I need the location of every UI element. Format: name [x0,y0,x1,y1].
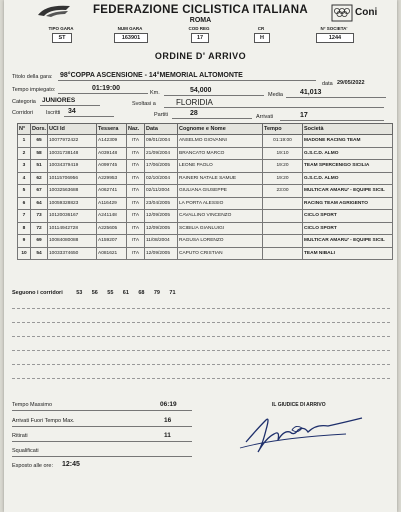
rider-time: 23:00 [263,185,303,198]
row-number: 9 [18,235,31,248]
document-sheet [4,0,397,512]
uci-id: 10114942728 [48,222,97,235]
iscritti-label: Iscritti [46,110,61,116]
following-number: 79 [153,290,160,296]
runners-label: Corridori [12,110,34,116]
following-label: Seguono i corridori [12,290,63,296]
rider-time: 19:10 [263,147,303,160]
place: FLORIDIA [176,98,213,107]
team-name: TEAM NIBALI [303,247,393,260]
table-row [18,235,393,248]
team-name: MULTICAR AMARU' - EQUIPE SICIL [303,235,393,248]
esposto-time: 12:45 [62,461,80,468]
birth-date: 17/06/2005 [145,160,178,173]
col-header: Tessera [97,124,127,135]
row-number: 7 [18,210,31,223]
following-number: 71 [169,290,176,296]
nationality: ITA [127,185,145,198]
rider-time [263,197,303,210]
rider-name: RAINERI NATALE SAMUE [178,172,263,185]
license-number: A039148 [97,147,127,160]
birth-date: 02/10/2004 [145,172,178,185]
bib-number: 72 [31,222,48,235]
km-label: Km. [150,90,160,96]
table-row [18,197,393,210]
box-cr: H [254,33,270,43]
bib-number: 67 [31,185,48,198]
box-label-cod-reg: COD REG [188,26,210,31]
date-label: data [322,81,333,87]
uci-id: 10084080088 [48,235,97,248]
nationality: ITA [127,235,145,248]
arrivati: 17 [300,112,308,119]
nationality: ITA [127,172,145,185]
uci-id: 10077972422 [48,135,97,148]
table-row [18,172,393,185]
iscritti: 34 [68,108,76,115]
rider-time [263,222,303,235]
rider-time [263,210,303,223]
col-header: UCI Id [48,124,97,135]
rider-time: 19:20 [263,172,303,185]
federation-title: FEDERAZIONE CICLISTICA ITALIANA [92,4,308,16]
rider-name: LEONE PAOLO [178,160,263,173]
race-label: Titolo della gara: [12,74,53,80]
table-row [18,210,393,223]
license-number: A241148 [97,210,127,223]
uci-id: 10033374650 [48,247,97,260]
rider-name: SCIBILIA GIANLUIGI [178,222,263,235]
birth-date: 12/09/2005 [145,210,178,223]
nationality: ITA [127,147,145,160]
media-label: Media [268,92,283,98]
nationality: ITA [127,222,145,235]
bib-number: 54 [31,247,48,260]
row-number: 6 [18,197,31,210]
bib-number: 64 [31,197,48,210]
squalificati-label: Squalificati [12,448,39,454]
bib-number: 58 [31,147,48,160]
birth-date: 11/08/2004 [145,235,178,248]
box-societa: 1244 [316,33,354,43]
table-row [18,160,393,173]
race-name: 98°COPPA ASCENSIONE - 14°MEMORIAL ALTOMONTE [60,72,243,79]
table-row [18,247,393,260]
race-km: 54,000 [190,87,212,94]
coni-logo [331,4,389,22]
rider-name: ANSELMO GIOVANNI [178,135,263,148]
bib-number: 62 [31,172,48,185]
box-label-num-gara: NUM GARA [117,26,143,31]
uci-id: 10115706956 [48,172,97,185]
birth-date: 23/04/2005 [145,197,178,210]
team-name: G.S.C.D. ALMO [303,147,393,160]
team-name: MADONE RACING TEAM [303,135,393,148]
bib-number: 69 [31,235,48,248]
birth-date: 21/09/2004 [145,147,178,160]
coni-label: Coni [355,7,378,18]
license-number: A099745 [97,160,127,173]
table-row [18,222,393,235]
bib-number: 51 [31,160,48,173]
following-number: 61 [122,290,129,296]
box-tipo-gara: ST [52,33,72,43]
birth-date: 02/11/2004 [145,185,178,198]
uci-id: 10120036167 [48,210,97,223]
rider-time [263,235,303,248]
license-number: A229953 [97,172,127,185]
box-label-cr: CR [257,26,265,31]
license-number: A225605 [97,222,127,235]
rider-name: LA PORTA ALESSIO [178,197,263,210]
following-riders [12,290,179,296]
rider-name: GIULIANA GIUSEPPE [178,185,263,198]
nationality: ITA [127,197,145,210]
row-number: 8 [18,222,31,235]
ritirati-label: Ritirati [12,433,28,439]
rider-time: 01:19:00 [263,135,303,148]
race-time: 01:19:00 [92,85,121,92]
following-number: 56 [91,290,98,296]
team-name: RACING TEAM AGRIGENTO [303,197,393,210]
box-label-societa: N° SOCIETA' [320,26,348,31]
rider-time [263,247,303,260]
row-number: 10 [18,247,31,260]
col-header: Data [145,124,178,135]
category: JUNIORES [42,97,76,104]
arrivati-label: Arrivati [256,114,274,120]
tempo-massimo-label: Tempo Massimo [12,402,53,408]
col-header: Cognome e Nome [178,124,263,135]
uci-id: 10059328823 [48,197,97,210]
team-name: G.S.C.D. ALMO [303,172,393,185]
col-header: Società [303,124,393,135]
results-table [17,123,393,260]
license-number: A062741 [97,185,127,198]
rider-time: 19:20 [263,160,303,173]
rider-name: CAVALLINO VINCENZO [178,210,263,223]
uci-id: 10032563688 [48,185,97,198]
esposto-label: Esposto alle ore: [12,463,53,469]
license-number: A159207 [97,235,127,248]
box-num-gara: 163901 [114,33,148,43]
time-label: Tempo impiegato: [12,87,56,93]
row-number: 1 [18,135,31,148]
signature-icon [236,408,366,458]
following-number: 68 [138,290,145,296]
col-header: Naz. [127,124,145,135]
license-number: A081621 [97,247,127,260]
federation-city: ROMA [189,17,212,24]
rider-name: CAPUTO CRISTIAN [178,247,263,260]
rider-name: BRANCATO MARCO [178,147,263,160]
team-name: TEAM SPERCENIGO SICILIA [303,160,393,173]
table-header-row [18,124,393,135]
giudice-label: IL GIUDICE DI ARRIVO [272,402,326,408]
following-number: 53 [76,290,83,296]
partiti: 28 [190,110,198,117]
fuori-tempo-label: Arrivati Fuori Tempo Max. [12,418,75,424]
col-header: Tempo [263,124,303,135]
document-title: ORDINE D' ARRIVO [154,51,247,61]
box-cod-reg: 17 [191,33,209,43]
table-row [18,147,393,160]
race-media: 41,013 [300,89,322,96]
nationality: ITA [127,210,145,223]
ritirati: 11 [164,432,171,439]
row-number: 3 [18,160,31,173]
uci-id: 10031738148 [48,147,97,160]
bib-number: 73 [31,210,48,223]
uci-id: 10034379419 [48,160,97,173]
nationality: ITA [127,247,145,260]
table-row [18,185,393,198]
race-date: 29/05/2022 [337,80,365,86]
nationality: ITA [127,135,145,148]
birth-date: 09/01/2004 [145,135,178,148]
fuori-tempo: 16 [164,417,172,424]
birth-date: 12/09/2005 [145,222,178,235]
team-name: MULTICAR AMARU' - EQUIPE SICIL [303,185,393,198]
col-header: N° [18,124,31,135]
nationality: ITA [127,160,145,173]
following-number: 55 [107,290,114,296]
box-label-tipo-gara: TIPO GARA [48,26,74,31]
place-label: Svoltasi a [132,101,156,107]
license-number: A116429 [97,197,127,210]
row-number: 5 [18,185,31,198]
olympic-rings-icon [331,4,353,22]
table-row [18,135,393,148]
bib-number: 65 [31,135,48,148]
row-number: 4 [18,172,31,185]
row-number: 2 [18,147,31,160]
tempo-massimo: 06:19 [160,401,177,408]
partiti-label: Partiti [154,112,169,118]
rider-name: RAGUSA LORENZO [178,235,263,248]
license-number: A142309 [97,135,127,148]
birth-date: 12/09/2005 [145,247,178,260]
team-name: CICLO SPORT [303,222,393,235]
team-name: CICLO SPORT [303,210,393,223]
category-label: Categoria [12,99,36,105]
col-header: Dors. [31,124,48,135]
